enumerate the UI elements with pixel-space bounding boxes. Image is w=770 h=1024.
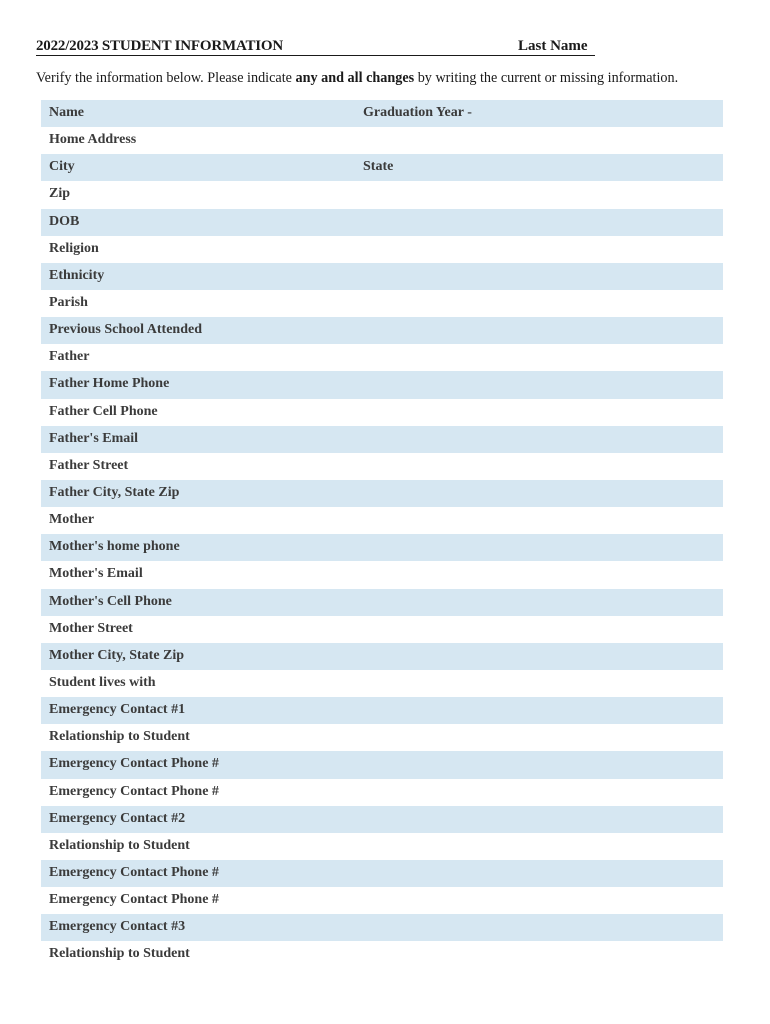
form-row[interactable] [41,833,723,860]
field-label: Parish [49,294,88,310]
field-label: Father Street [49,457,129,473]
field-label: City [49,159,75,175]
form-row[interactable] [41,806,723,833]
title-underline [36,55,595,56]
field-label: Father's Email [49,430,139,446]
form-row[interactable] [41,127,723,154]
field-label: Emergency Contact #3 [49,919,186,935]
field-label-secondary: Graduation Year - [363,105,472,120]
form-row[interactable] [41,887,723,914]
form-row[interactable] [41,426,723,453]
form-row[interactable] [41,941,723,968]
form-row[interactable] [41,154,723,181]
field-label: Zip [49,186,71,202]
field-label: Relationship to Student [49,729,190,745]
form-row[interactable] [41,453,723,480]
form-row[interactable] [41,914,723,941]
form-row[interactable] [41,236,723,263]
field-label: Mother's Cell Phone [49,593,172,609]
form-row[interactable] [41,317,723,344]
student-info-form [41,100,723,969]
field-label: Father Cell Phone [49,403,158,419]
form-row[interactable] [41,670,723,697]
form-row[interactable] [41,751,723,778]
form-row[interactable] [41,209,723,236]
field-label: Name [49,105,84,120]
field-label: Father City, State Zip [49,484,180,500]
form-row[interactable] [41,534,723,561]
instructions-emphasis: any and all changes [295,70,415,86]
field-label: Religion [49,240,99,256]
form-row[interactable] [41,344,723,371]
form-row[interactable] [41,643,723,670]
field-label: Emergency Contact Phone # [49,864,219,880]
form-row[interactable] [41,589,723,616]
form-row[interactable] [41,263,723,290]
form-row[interactable] [41,290,723,317]
field-label: Emergency Contact Phone # [49,756,219,772]
field-label: Emergency Contact #1 [49,702,186,718]
field-label: Emergency Contact Phone # [49,892,219,908]
instructions-text-end: by writing the current or missing information. [414,70,679,86]
field-label: Mother's home phone [49,539,180,555]
field-label: Mother City, State Zip [49,647,185,663]
field-label: Mother Street [49,620,133,636]
field-label: Father [49,349,90,365]
form-row[interactable] [41,860,723,887]
form-row[interactable] [41,399,723,426]
instructions-text-start: Verify the information below. Please indicate [36,70,296,86]
document-title: 2022/2023 STUDENT INFORMATION [36,38,284,54]
form-row[interactable] [41,100,723,127]
form-row[interactable] [41,507,723,534]
field-label: Home Address [49,132,137,148]
field-label: Ethnicity [49,267,105,283]
field-label: Mother [49,512,95,528]
field-label: Student lives with [49,674,156,690]
instructions [36,70,736,87]
field-label: Previous School Attended [49,322,202,338]
field-label: Mother's Email [49,566,143,582]
field-label: Relationship to Student [49,837,190,853]
form-row[interactable] [41,616,723,643]
field-label: Emergency Contact #2 [49,810,186,826]
form-row[interactable] [41,779,723,806]
form-row[interactable] [41,697,723,724]
form-row[interactable] [41,480,723,507]
form-row[interactable] [41,371,723,398]
field-label: Emergency Contact Phone # [49,783,219,799]
form-row[interactable] [41,181,723,208]
field-label: Father Home Phone [49,376,170,392]
document-header [36,38,596,58]
field-label: DOB [49,213,80,229]
last-name-label: Last Name [518,38,588,54]
field-label: Relationship to Student [49,946,190,962]
form-row[interactable] [41,561,723,588]
field-label-secondary: State [363,159,394,175]
form-row[interactable] [41,724,723,751]
